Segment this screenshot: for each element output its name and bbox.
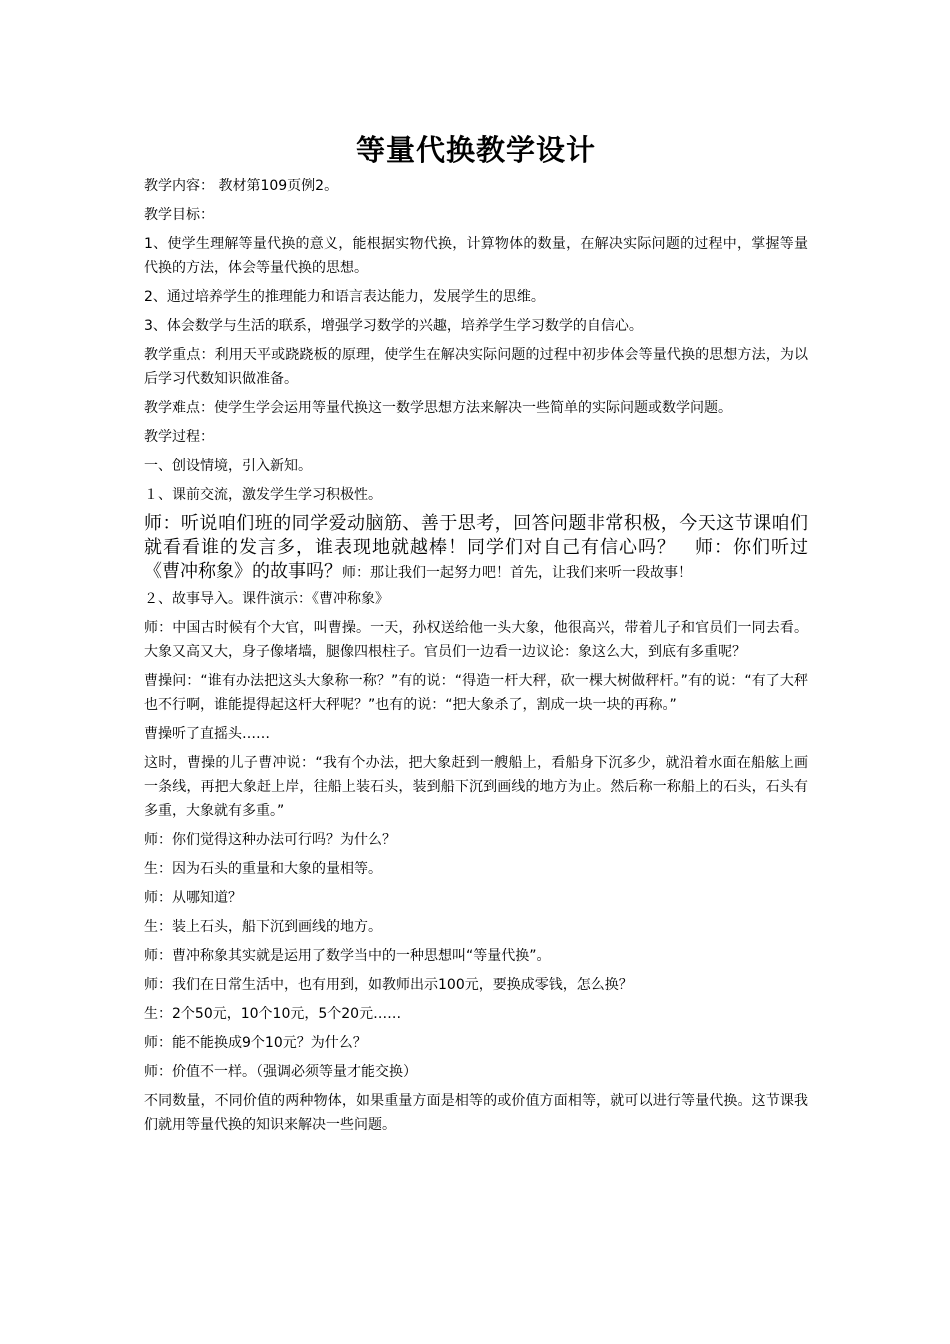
section-1-heading: 一、创设情境，引入新知。	[144, 458, 312, 474]
teaching-difficulty: 教学难点：使学生学会运用等量代换这一数学思想方法来解决一些简单的实际问题或数学问题。	[144, 400, 732, 416]
teacher-intro-paragraph	[144, 512, 808, 585]
teacher-intro-small-text: 师：那让我们一起努力吧！首先，让我们来听一段故事！	[342, 565, 692, 581]
teacher-intro-large-text: 师：听说咱们班的同学爱动脑筋、善于思考，回答问题非常积极，今天这节课咱们就看看谁的发言多，谁表现地就越棒！同学们对自己有信心吗？ 师：你们听过《曹冲称象》的故事吗？	[144, 513, 808, 582]
step-1-heading: １、课前交流，激发学生学习积极性。	[144, 487, 382, 503]
step-2-heading: ２、故事导入。课件演示：《曹冲称象》	[144, 591, 389, 607]
dialog-line-4: 生：装上石头，船下沉到画线的地方。	[144, 919, 382, 935]
objective-3: 3、体会数学与生活的联系，增强学习数学的兴趣，培养学生学习数学的自信心。	[144, 318, 643, 334]
dialog-line-8: 师：能不能换成9个10元？为什么？	[144, 1035, 367, 1051]
document-body	[144, 130, 808, 1142]
dialog-line-3: 师：从哪知道？	[144, 890, 242, 906]
dialog-line-2: 生：因为石头的重量和大象的量相等。	[144, 861, 382, 877]
objective-1: 1、使学生理解等量代换的意义，能根据实物代换，计算物体的数量，在解决实际问题的过程中，掌握等量代换的方法，体会等量代换的思想。	[144, 236, 808, 276]
dialog-line-5: 师：曹冲称象其实就是运用了数学当中的一种思想叫“等量代换”。	[144, 948, 551, 964]
story-paragraph-1: 师：中国古时候有个大官，叫曹操。一天，孙权送给他一头大象，他很高兴，带着儿子和官员们一同去看。大象又高又大，身子像堵墙，腿像四根柱子。官员们一边看一边议论：象这么大，到底有多重呢？	[144, 620, 808, 660]
process-heading: 教学过程：	[144, 429, 214, 445]
teaching-content: 教学内容： 教材第109页例2。	[144, 178, 339, 194]
conclusion-paragraph: 不同数量，不同价值的两种物体，如果重量方面是相等的或价值方面相等，就可以进行等量代换。这节课我们就用等量代换的知识来解决一些问题。	[144, 1093, 808, 1133]
document-title: 等量代换教学设计	[355, 133, 596, 167]
dialog-line-7: 生：2个50元，10个10元，5个20元……	[144, 1006, 402, 1022]
story-paragraph-3: 曹操听了直摇头……	[144, 726, 270, 742]
objective-2: 2、通过培养学生的推理能力和语言表达能力，发展学生的思维。	[144, 289, 545, 305]
dialog-line-1: 师：你们觉得这种办法可行吗？为什么？	[144, 832, 396, 848]
dialog-line-6: 师：我们在日常生活中，也有用到，如教师出示100元，要换成零钱，怎么换？	[144, 977, 633, 993]
dialog-line-9: 师：价值不一样。（强调必须等量才能交换）	[144, 1064, 417, 1080]
teaching-key-point: 教学重点：利用天平或跷跷板的原理，使学生在解决实际问题的过程中初步体会等量代换的思想方法，为以后学习代数知识做准备。	[144, 347, 808, 387]
story-paragraph-2: 曹操问：“谁有办法把这头大象称一称？”有的说：“得造一杆大秤，砍一棵大树做秤杆。”有的说：“有了大秤也不行啊，谁能提得起这杆大秤呢？”也有的说：“把大象杀了，割成一块一块的再称。”	[144, 673, 808, 713]
objectives-heading: 教学目标：	[144, 207, 214, 223]
story-paragraph-4: 这时，曹操的儿子曹冲说：“我有个办法，把大象赶到一艘船上，看船身下沉多少，就沿着水面在船舷上画一条线，再把大象赶上岸，往船上装石头，装到船下沉到画线的地方为止。然后称一称船上的石头，石头有多重，大象就有多重。”	[144, 755, 808, 819]
